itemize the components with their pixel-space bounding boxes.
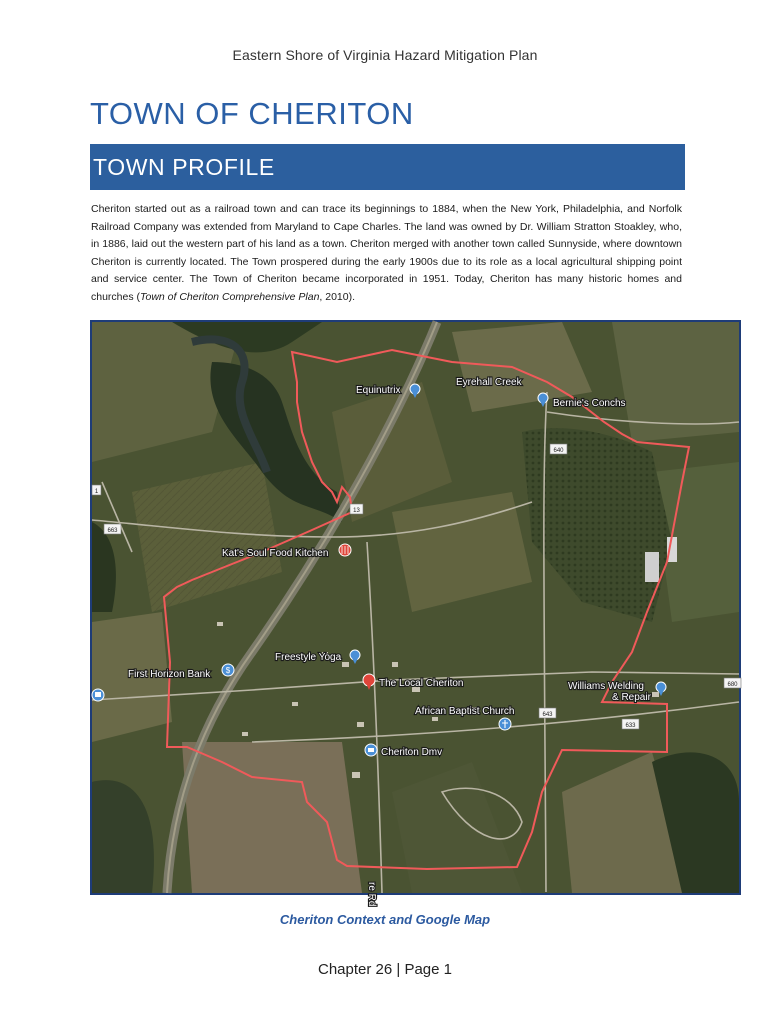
bus-stop-icon — [92, 689, 104, 701]
citation: Town of Cheriton Comprehensive Plan — [140, 290, 320, 303]
road-shield-633 — [622, 719, 639, 729]
poi-label: Equinutrix — [356, 385, 401, 396]
shield-label: 640 — [553, 448, 564, 454]
poi-label: African Baptist Church — [415, 706, 515, 717]
shield-label: 663 — [107, 528, 118, 534]
shield-label: 643 — [542, 712, 553, 718]
poi-label: The Local Cheriton — [379, 678, 464, 689]
road-shield-640 — [550, 444, 567, 454]
road-shield-13 — [350, 504, 363, 514]
poi-label: Williams Welding — [568, 681, 644, 692]
map-caption: Cheriton Context and Google Map — [279, 912, 491, 927]
government-icon — [365, 744, 377, 756]
poi-label: Cheriton Dmv — [381, 747, 443, 758]
poi-label: Kat's Soul Food Kitchen — [222, 548, 329, 559]
shield-label: 633 — [625, 723, 636, 729]
road-shield-1 — [92, 485, 101, 495]
running-header: Eastern Shore of Virginia Hazard Mitigation Plan — [232, 47, 538, 63]
poi-label: First Horizon Bank — [128, 669, 211, 680]
profile-text: Cheriton started out as a railroad town and can trace its beginnings to 1884, when the New York, Philadelphia, and Norfolk Railroad Company was extended from Maryland to Cape Charles. The land was owned by Dr. William Stratton Stoakley, who, in 1886, laid out the western part of his land as a town. Cheriton merged with another town called Sunnyside, where downtown Cheriton is currently located. The Town prospered during the early 1900s due to its role as a local agricultural shipping point and service center. The Town of Cheriton became incorporated in 1951. Today, Cheriton has many historic homes and churches ( — [91, 203, 682, 303]
chapter-label: Chapter 26 — [317, 961, 393, 978]
page-footer — [0, 961, 770, 978]
poi-label: Bernie's Conchs — [553, 398, 626, 409]
section-header-band — [90, 144, 685, 190]
cheriton-map — [90, 320, 741, 907]
town-profile-paragraph — [91, 201, 682, 306]
restaurant-icon — [339, 544, 351, 556]
poi-label-line2: & Repair — [612, 692, 651, 703]
profile-text-end: , 2010). — [319, 290, 356, 303]
road-name-label: re Rd — [366, 882, 377, 907]
creek-label: Eyrehall Creek — [456, 377, 522, 388]
footer-separator: | — [396, 961, 401, 978]
page-number: Page 1 — [404, 961, 452, 978]
satellite-map — [92, 322, 739, 907]
shield-label: 13 — [353, 508, 360, 514]
bank-icon — [222, 664, 234, 676]
road-shield-643 — [539, 708, 556, 718]
road-shield-680 — [724, 678, 741, 688]
road-shield-663 — [104, 524, 121, 534]
poi-label: Freestyle Yoga — [275, 652, 342, 663]
shield-label: 680 — [727, 682, 738, 688]
shield-label: 1 — [94, 489, 99, 495]
church-icon — [499, 718, 511, 730]
page-title: TOWN OF CHERITON — [90, 96, 414, 131]
svg-text:$: $ — [225, 666, 231, 675]
section-title: TOWN PROFILE — [93, 154, 275, 180]
